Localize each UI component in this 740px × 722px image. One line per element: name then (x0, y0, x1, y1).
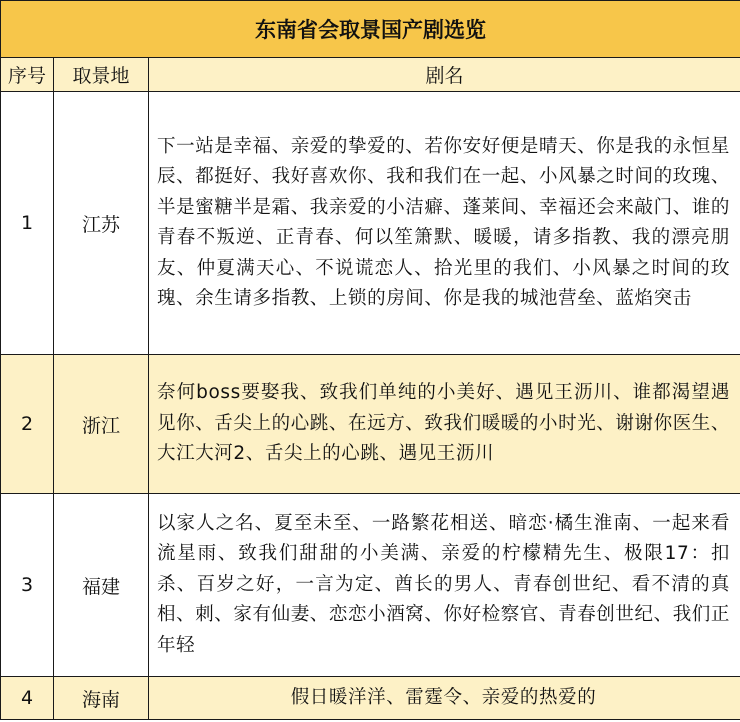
title-row (1, 1, 740, 58)
header-dramas: 剧名 (149, 58, 740, 92)
row-dramas: 下一站是幸福、亲爱的挚爱的、若你安好便是晴天、你是我的永恒星辰、都挺好、我好喜欢你、我和我们在一起、小风暴之时间的玫瑰、半是蜜糖半是霜、我亲爱的小洁癖、蓬莱间、幸福还会来敲门、谁的青春不叛逆、正青春、何以笙箫默、暖暖，请多指教、我的漂亮朋友、仲夏满天心、不说谎恋人、拾光里的我们、小风暴之时间的玫瑰、余生请多指教、上锁的房间、你是我的城池营垒、蓝焰突击 (149, 92, 740, 355)
row-location: 江苏 (54, 92, 149, 355)
row-dramas: 假日暖洋洋、雷霆令、亲爱的热爱的 (149, 677, 740, 720)
row-dramas: 以家人之名、夏至未至、一路繁花相送、暗恋·橘生淮南、一起来看流星雨、致我们甜甜的小美满、亲爱的柠檬精先生、极限17：扣杀、百岁之好，一言为定、酋长的男人、青春创世纪、看不清的真相、刺、家有仙妻、恋恋小酒窝、你好检察官、青春创世纪、我们正年轻 (149, 494, 740, 677)
row-index: 4 (1, 677, 54, 720)
row-location: 海南 (54, 677, 149, 720)
header-row (1, 58, 740, 92)
table-row (1, 677, 740, 720)
row-index: 1 (1, 92, 54, 355)
row-location: 福建 (54, 494, 149, 677)
table-row (1, 355, 740, 494)
table-row (1, 494, 740, 677)
table-row (1, 92, 740, 355)
header-location: 取景地 (54, 58, 149, 92)
row-index: 3 (1, 494, 54, 677)
header-index: 序号 (1, 58, 54, 92)
row-index: 2 (1, 355, 54, 494)
table-title: 东南省会取景国产剧选览 (1, 1, 740, 58)
row-location: 浙江 (54, 355, 149, 494)
row-dramas: 奈何boss要娶我、致我们单纯的小美好、遇见王沥川、谁都渴望遇见你、舌尖上的心跳、在远方、致我们暖暖的小时光、谢谢你医生、大江大河2、舌尖上的心跳、遇见王沥川 (149, 355, 740, 494)
